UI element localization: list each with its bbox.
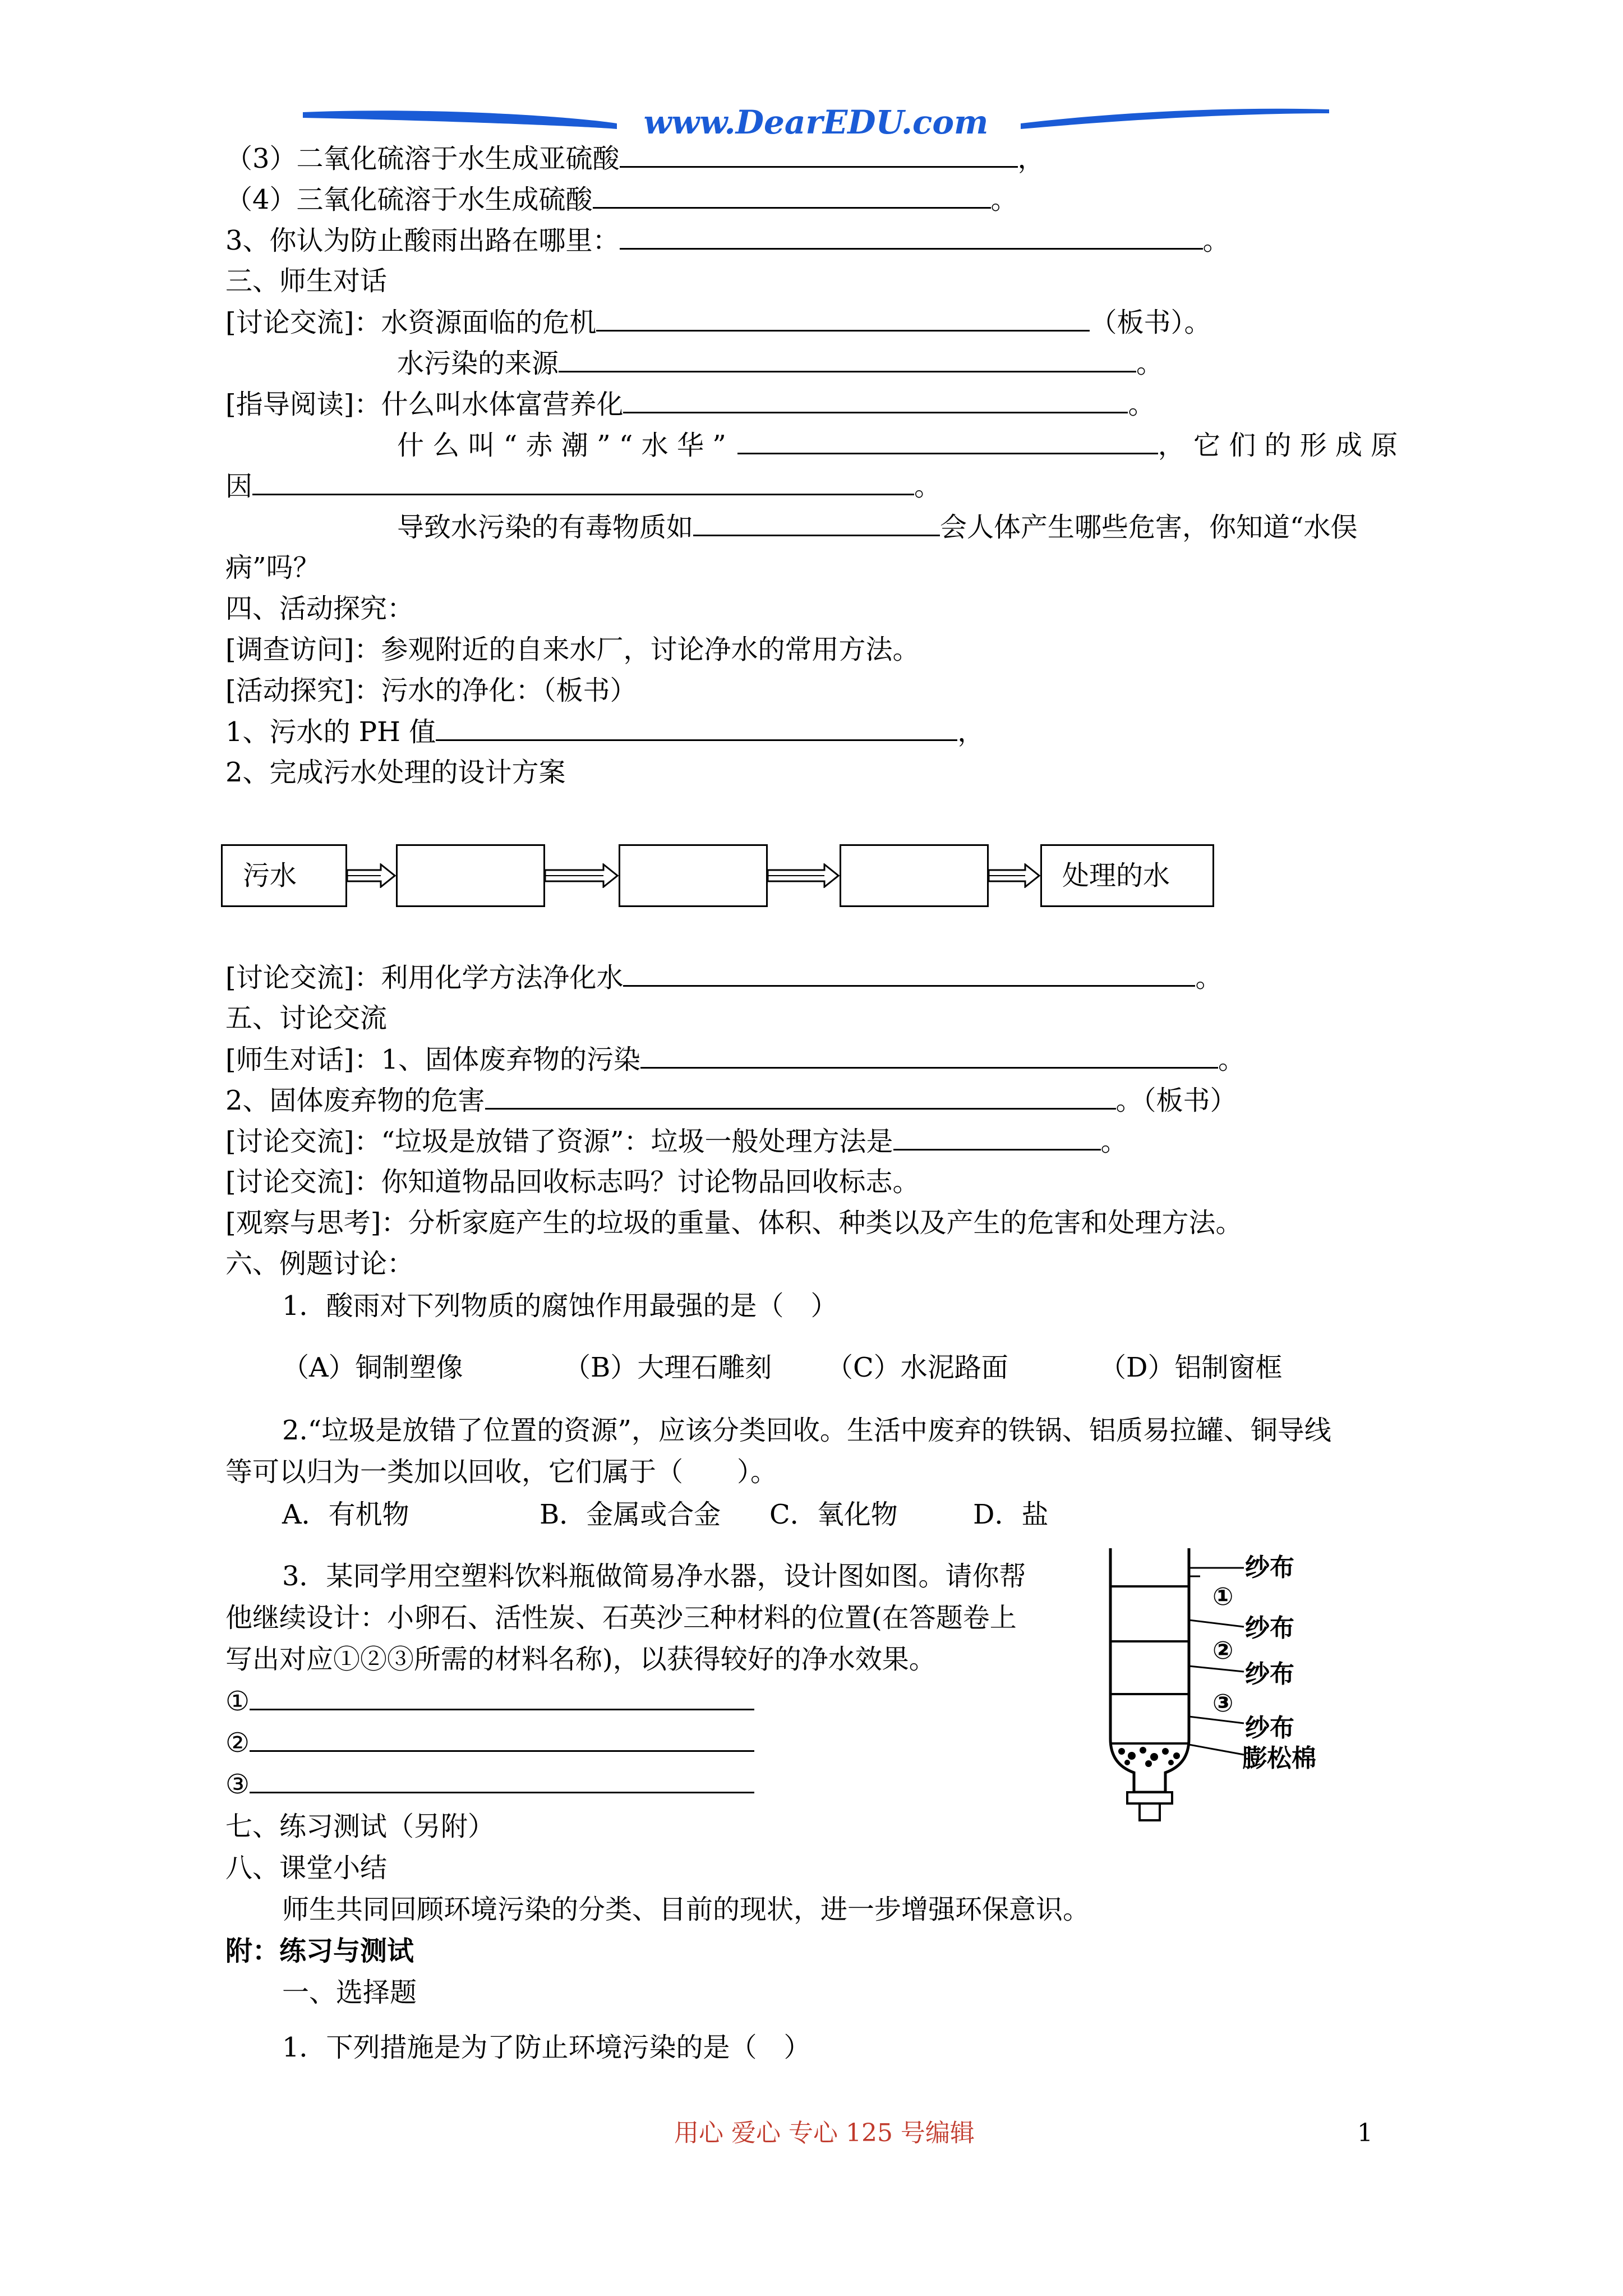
q2-option-d[interactable]: D．盐 <box>973 1499 1049 1530</box>
question-2-line-1: 2.“垃圾是放错了位置的资源”，应该分类回收。生活中废弃的铁锅、铝质易拉罐、铜导线 <box>282 1415 1331 1446</box>
line-recycle: [讨论交流]：你知道物品回收标志吗？讨论物品回收标志。 <box>225 1166 920 1198</box>
filter-label-cloth-2: 纱布 <box>1245 1614 1294 1642</box>
line-solid-waste: [师生对话]：1、固体废弃物的污染 。 <box>225 1042 1245 1076</box>
blank[interactable] <box>250 1726 754 1752</box>
header-logo-text: www.DearEDU.com <box>643 103 989 141</box>
section-3-heading: 三、师生对话 <box>225 265 388 297</box>
q1-option-a[interactable]: （A）铜制塑像 <box>282 1352 463 1383</box>
line-so3: （4）三氧化硫溶于水生成硫酸 。 <box>225 182 1018 217</box>
line-acid-rain: 3、你认为防止酸雨出路在哪里： 。 <box>225 223 1230 257</box>
filter-label-1: ① <box>1212 1582 1234 1611</box>
blank[interactable] <box>693 510 940 536</box>
blank[interactable] <box>893 1124 1101 1151</box>
line-minamata: 病”吗？ <box>225 552 320 583</box>
blank[interactable] <box>436 715 957 741</box>
line-harm: 2、固体废弃物的危害 。（板书） <box>225 1083 1237 1117</box>
filter-label-cloth-3: 纱布 <box>1245 1660 1294 1688</box>
blank[interactable] <box>620 141 1018 168</box>
filter-label-cotton: 膨松棉 <box>1242 1744 1316 1773</box>
blank[interactable] <box>640 1042 1218 1069</box>
question-2-line-2: 等可以归为一类加以回收，它们属于（ ）。 <box>225 1456 778 1488</box>
flow-box-2[interactable] <box>396 844 545 907</box>
blank[interactable] <box>593 182 991 209</box>
blank[interactable] <box>559 346 1136 372</box>
line-water-crisis: [讨论交流]：水资源面临的危机 （板书）。 <box>225 305 1211 339</box>
question-3-line-1: 3．某同学用空塑料饮料瓶做简易净水器，设计图如图。请你帮 <box>282 1561 1026 1592</box>
section-5-heading: 五、讨论交流 <box>225 1002 388 1034</box>
q2-option-b[interactable]: B．金属或合金 <box>540 1499 721 1530</box>
flow-box-end: 处理的水 <box>1040 844 1214 907</box>
q1-option-d[interactable]: （D）铝制窗框 <box>1099 1352 1283 1383</box>
question-3-line-3: 写出对应①②③所需的材料名称)，以获得较好的净水效果。 <box>225 1644 936 1675</box>
flow-arrow-1 <box>347 863 396 888</box>
question-1: 1．酸雨对下列物质的腐蚀作用最强的是（ ） <box>282 1290 838 1322</box>
line-observe: [观察与思考]：分析家庭产生的垃圾的重量、体积、种类以及产生的危害和处理方法。 <box>225 1207 1243 1239</box>
blank[interactable] <box>623 960 1195 987</box>
flow-arrow-4 <box>989 863 1040 888</box>
water-filter-figure <box>1099 1543 1200 1823</box>
line-garbage: [讨论交流]：“垃圾是放错了资源”：垃圾一般处理方法是 。 <box>225 1124 1128 1158</box>
section-8-heading: 八、课堂小结 <box>225 1852 388 1884</box>
answer-line-2: ② <box>225 1726 754 1760</box>
summary-text: 师生共同回顾环境污染的分类、目前的现状，进一步增强环保意识。 <box>282 1894 1090 1925</box>
page-number: 1 <box>1357 2119 1373 2147</box>
q1-option-c[interactable]: （C）水泥路面 <box>826 1352 1008 1383</box>
line-chemical-method: [讨论交流]：利用化学方法净化水 。 <box>225 960 1222 995</box>
flow-box-start: 污水 <box>221 844 347 907</box>
line-pollution-source: 水污染的来源 。 <box>397 346 1163 380</box>
footer-text: 用心 爱心 专心 125 号编辑 <box>674 2119 975 2147</box>
blank[interactable] <box>252 469 914 495</box>
line-toxic: 导致水污染的有毒物质如 会人体产生哪些危害，你知道“水俣 <box>397 510 1358 544</box>
answer-line-1: ① <box>225 1684 754 1718</box>
line-survey: [调查访问]：参观附近的自来水厂，讨论净水的常用方法。 <box>225 634 920 665</box>
line-so2: （3）二氧化硫溶于水生成亚硫酸 ， <box>225 141 1045 176</box>
q1-option-b[interactable]: （B）大理石雕刻 <box>564 1352 772 1383</box>
flow-arrow-3 <box>768 863 840 888</box>
line-cause: 因 。 <box>225 469 941 503</box>
blank[interactable] <box>620 223 1203 250</box>
filter-label-cloth-4: 纱布 <box>1245 1714 1294 1742</box>
section-6-heading: 六、例题讨论： <box>225 1248 414 1280</box>
flow-arrow-2 <box>545 863 619 888</box>
appendix-heading: 附：练习与测试 <box>225 1935 414 1967</box>
section-4-heading: 四、活动探究： <box>225 593 414 624</box>
question-3-line-2: 他继续设计：小卵石、活性炭、石英沙三种材料的位置(在答题卷上 <box>225 1602 1017 1634</box>
line-ph: 1、污水的 PH 值 ， <box>225 715 984 749</box>
filter-label-cloth-1: 纱布 <box>1245 1553 1294 1582</box>
filter-leader-lines <box>1189 1548 1256 1773</box>
blank[interactable] <box>250 1767 754 1793</box>
flow-box-4[interactable] <box>840 844 989 907</box>
blank[interactable] <box>485 1083 1116 1110</box>
q2-option-c[interactable]: C．氧化物 <box>769 1499 898 1530</box>
blank[interactable] <box>596 305 1090 332</box>
line-design: 2、完成污水处理的设计方案 <box>225 757 566 788</box>
blank[interactable] <box>623 387 1128 413</box>
blank[interactable] <box>737 428 1158 454</box>
filter-label-2: ② <box>1212 1636 1234 1665</box>
flow-box-3[interactable] <box>619 844 768 907</box>
answer-line-3: ③ <box>225 1767 754 1801</box>
line-eutrophication: [指导阅读]：什么叫水体富营养化 。 <box>225 387 1155 421</box>
section-7-heading: 七、练习测试（另附） <box>225 1811 495 1842</box>
appendix-question-1: 1．下列措施是为了防止环境污染的是（ ） <box>282 2032 811 2063</box>
q2-option-a[interactable]: A．有机物 <box>282 1499 409 1530</box>
line-red-tide: 什 么 叫 “ 赤 潮 ” “ 水 华 ” ， 它 们 的 形 成 原 <box>397 428 1398 462</box>
line-activity: [活动探究]：污水的净化：（板书） <box>225 675 637 706</box>
appendix-section-1: 一、选择题 <box>282 1977 417 2008</box>
blank[interactable] <box>250 1684 754 1710</box>
filter-label-3: ③ <box>1212 1689 1234 1718</box>
